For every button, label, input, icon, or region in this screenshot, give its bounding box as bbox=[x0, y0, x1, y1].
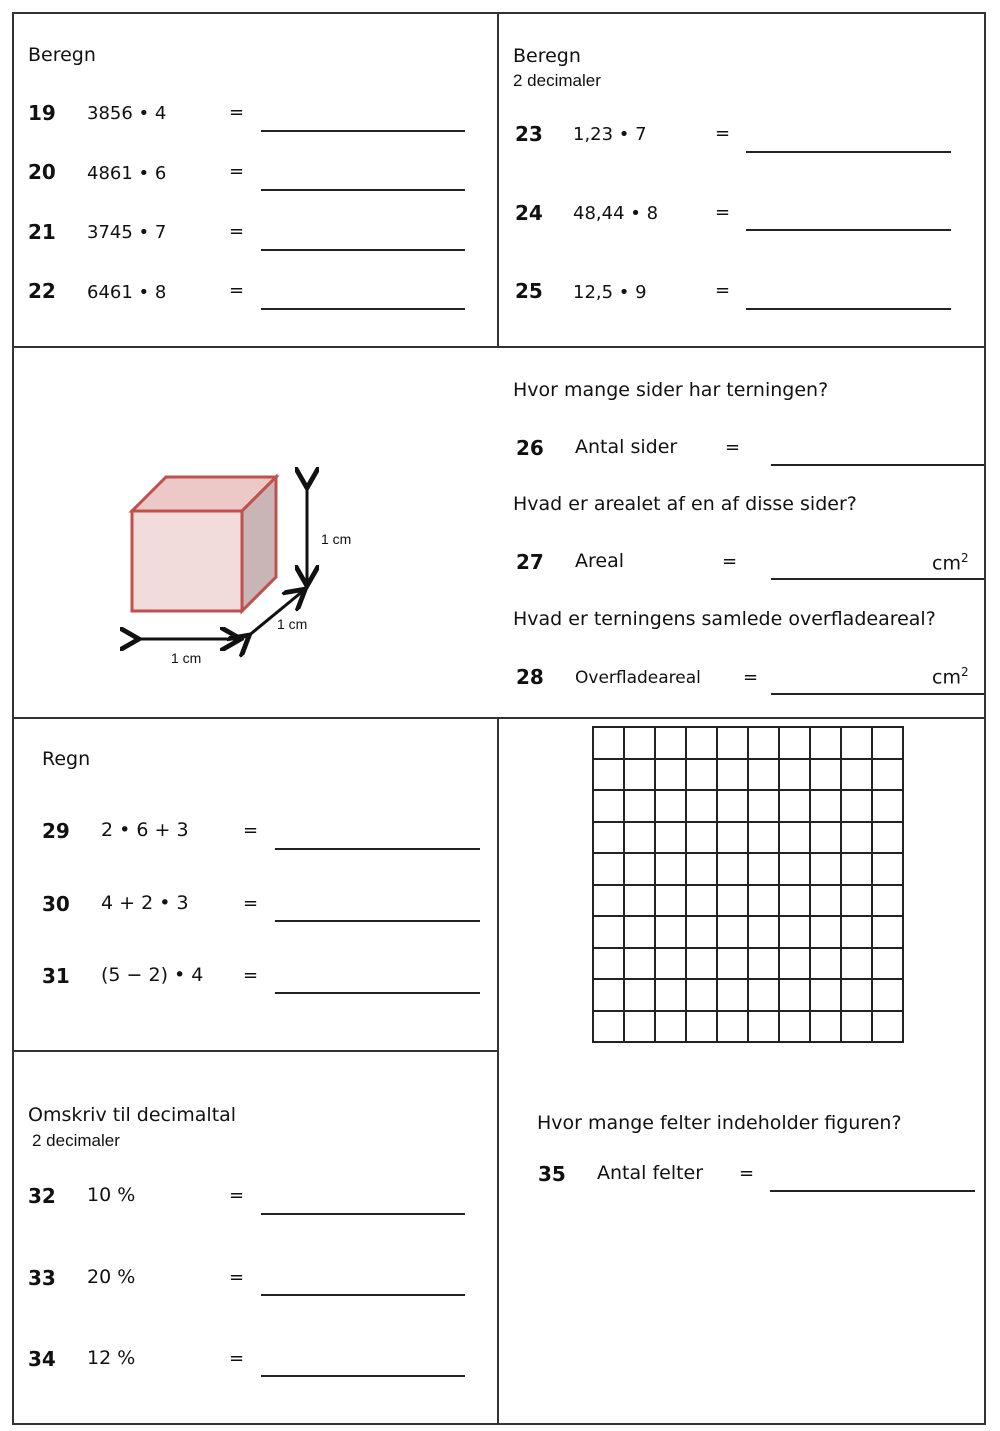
grid-cell bbox=[873, 760, 904, 792]
grid-cell bbox=[780, 949, 811, 981]
problem-number: 22 bbox=[28, 279, 56, 303]
grid-cell bbox=[842, 760, 873, 792]
grid-cell bbox=[687, 823, 718, 855]
grid-cell bbox=[594, 854, 625, 886]
grid-cell bbox=[780, 728, 811, 760]
unit-cm2 bbox=[932, 665, 969, 688]
grid-cell bbox=[656, 823, 687, 855]
grid-question: Hvor mange felter indeholder figuren? bbox=[537, 1112, 902, 1134]
grid-cell bbox=[780, 1012, 811, 1044]
grid-cell bbox=[780, 854, 811, 886]
regn-heading: Regn bbox=[42, 748, 91, 770]
grid-cell bbox=[842, 854, 873, 886]
grid-cell bbox=[749, 728, 780, 760]
problem-number: 25 bbox=[515, 279, 543, 303]
problem-expression: 48,44 • 8 bbox=[573, 203, 659, 224]
equals-sign: = bbox=[243, 893, 259, 914]
grid-cell bbox=[656, 980, 687, 1012]
grid-cell bbox=[749, 760, 780, 792]
grid-cell bbox=[718, 728, 749, 760]
question-sides: Hvor mange sider har terningen? bbox=[513, 379, 829, 401]
unit-text: cm bbox=[932, 552, 961, 575]
grid-cell bbox=[749, 1012, 780, 1044]
problem-number: 21 bbox=[28, 220, 56, 244]
cube-figure bbox=[120, 465, 380, 680]
beregn-right-subheading: 2 decimaler bbox=[513, 71, 601, 90]
grid-cell bbox=[811, 886, 842, 918]
grid-cell bbox=[749, 917, 780, 949]
problem-expression: 4 + 2 • 3 bbox=[101, 892, 189, 914]
grid-cell bbox=[687, 854, 718, 886]
equals-sign: = bbox=[229, 161, 245, 182]
problem-label: Antal sider bbox=[575, 436, 678, 458]
unit-exponent: 2 bbox=[960, 551, 969, 565]
grid-cell bbox=[842, 917, 873, 949]
problem-expression: 12,5 • 9 bbox=[573, 282, 647, 303]
grid-cell bbox=[811, 823, 842, 855]
grid-cell bbox=[842, 823, 873, 855]
grid-cell bbox=[873, 791, 904, 823]
answer-30-input[interactable] bbox=[275, 898, 480, 922]
problem-number: 27 bbox=[516, 550, 544, 574]
omskriv-heading: Omskriv til decimaltal bbox=[28, 1104, 237, 1126]
grid-cell bbox=[594, 1012, 625, 1044]
answer-19-input[interactable] bbox=[261, 108, 465, 132]
unit-text: cm bbox=[932, 666, 961, 689]
equals-sign: = bbox=[243, 965, 259, 986]
problem-number: 28 bbox=[516, 665, 544, 689]
problem-number: 24 bbox=[515, 201, 543, 225]
grid-cell bbox=[594, 728, 625, 760]
problem-expression: 6461 • 8 bbox=[87, 282, 167, 303]
problem-expression: (5 − 2) • 4 bbox=[101, 964, 204, 986]
equals-sign: = bbox=[229, 1267, 245, 1288]
grid-cell bbox=[594, 823, 625, 855]
grid-cell bbox=[625, 728, 656, 760]
equals-sign: = bbox=[229, 280, 245, 301]
grid-cell bbox=[656, 917, 687, 949]
divider-row2 bbox=[12, 717, 986, 719]
equals-sign: = bbox=[715, 202, 731, 223]
grid-cell bbox=[687, 886, 718, 918]
grid-cell bbox=[687, 917, 718, 949]
grid-cell bbox=[811, 1012, 842, 1044]
grid-cell bbox=[625, 980, 656, 1012]
problem-expression: 2 • 6 + 3 bbox=[101, 819, 189, 841]
grid-cell bbox=[656, 949, 687, 981]
grid-cell bbox=[718, 823, 749, 855]
answer-20-input[interactable] bbox=[261, 167, 465, 191]
problem-number: 35 bbox=[538, 1162, 566, 1186]
equals-sign: = bbox=[743, 667, 759, 688]
problem-number: 19 bbox=[28, 101, 56, 125]
grid-cell bbox=[687, 980, 718, 1012]
answer-23-input[interactable] bbox=[746, 129, 951, 153]
equals-sign: = bbox=[229, 1185, 245, 1206]
grid-cell bbox=[749, 980, 780, 1012]
problem-expression: 3745 • 7 bbox=[87, 222, 167, 243]
equals-sign: = bbox=[229, 1348, 245, 1369]
problem-number: 33 bbox=[28, 1266, 56, 1290]
grid-cell bbox=[873, 728, 904, 760]
problem-number: 32 bbox=[28, 1184, 56, 1208]
grid-cell bbox=[625, 791, 656, 823]
unit-cm2 bbox=[932, 551, 969, 574]
grid-cell bbox=[656, 760, 687, 792]
grid-cell bbox=[687, 949, 718, 981]
grid-cell bbox=[625, 823, 656, 855]
grid-cell bbox=[780, 917, 811, 949]
grid-cell bbox=[780, 760, 811, 792]
grid-cell bbox=[656, 1012, 687, 1044]
answer-26-input[interactable] bbox=[771, 442, 984, 466]
square-grid bbox=[592, 726, 904, 1043]
grid-cell bbox=[811, 728, 842, 760]
grid-cell bbox=[780, 791, 811, 823]
grid-cell bbox=[594, 917, 625, 949]
problem-expression: 12 % bbox=[87, 1347, 136, 1369]
grid-cell bbox=[873, 949, 904, 981]
grid-cell bbox=[873, 980, 904, 1012]
grid-cell bbox=[842, 791, 873, 823]
answer-34-input[interactable] bbox=[261, 1353, 465, 1377]
problem-number: 26 bbox=[516, 436, 544, 460]
height-label: 1 cm bbox=[321, 531, 352, 547]
grid-cell bbox=[625, 949, 656, 981]
grid-cell bbox=[625, 886, 656, 918]
answer-21-input[interactable] bbox=[261, 227, 465, 251]
grid-cell bbox=[687, 1012, 718, 1044]
equals-sign: = bbox=[739, 1163, 755, 1184]
grid-cell bbox=[749, 949, 780, 981]
grid-cell bbox=[842, 949, 873, 981]
grid-cell bbox=[780, 886, 811, 918]
problem-label: Overfladeareal bbox=[575, 668, 701, 688]
grid-cell bbox=[718, 1012, 749, 1044]
equals-sign: = bbox=[229, 102, 245, 123]
problem-expression: 4861 • 6 bbox=[87, 163, 167, 184]
problem-number: 29 bbox=[42, 819, 70, 843]
grid-cell bbox=[625, 854, 656, 886]
grid-cell bbox=[718, 854, 749, 886]
divider-bottom-vertical bbox=[497, 717, 499, 1425]
problem-number: 34 bbox=[28, 1347, 56, 1371]
grid-cell bbox=[656, 886, 687, 918]
problem-expression: 1,23 • 7 bbox=[573, 124, 647, 145]
beregn-right-heading: Beregn bbox=[513, 45, 581, 67]
answer-31-input[interactable] bbox=[275, 970, 480, 994]
grid-cell bbox=[811, 980, 842, 1012]
grid-cell bbox=[718, 760, 749, 792]
grid-cell bbox=[749, 823, 780, 855]
grid-cell bbox=[873, 917, 904, 949]
problem-expression: 3856 • 4 bbox=[87, 103, 167, 124]
grid-cell bbox=[687, 760, 718, 792]
equals-sign: = bbox=[725, 437, 741, 458]
grid-cell bbox=[811, 791, 842, 823]
problem-label: Antal felter bbox=[597, 1162, 704, 1184]
problem-label: Areal bbox=[575, 550, 625, 572]
problem-number: 30 bbox=[42, 892, 70, 916]
equals-sign: = bbox=[229, 221, 245, 242]
grid-cell bbox=[718, 949, 749, 981]
grid-cell bbox=[842, 728, 873, 760]
grid-cell bbox=[811, 854, 842, 886]
grid-cell bbox=[625, 917, 656, 949]
question-surface: Hvad er terningens samlede overfladeareal? bbox=[513, 608, 936, 630]
answer-33-input[interactable] bbox=[261, 1272, 465, 1296]
divider-left-row3 bbox=[12, 1050, 499, 1052]
grid-cell bbox=[594, 886, 625, 918]
equals-sign: = bbox=[715, 123, 731, 144]
problem-number: 23 bbox=[515, 122, 543, 146]
grid-cell bbox=[625, 760, 656, 792]
grid-cell bbox=[873, 886, 904, 918]
grid-cell bbox=[718, 917, 749, 949]
grid-cell bbox=[749, 854, 780, 886]
grid-cell bbox=[780, 980, 811, 1012]
cube-front-face bbox=[132, 511, 242, 611]
omskriv-subheading: 2 decimaler bbox=[32, 1131, 120, 1150]
grid-cell bbox=[718, 886, 749, 918]
answer-32-input[interactable] bbox=[261, 1191, 465, 1215]
answer-24-input[interactable] bbox=[746, 207, 951, 231]
question-area: Hvad er arealet af en af disse sider? bbox=[513, 493, 857, 515]
unit-exponent: 2 bbox=[960, 665, 969, 679]
grid-cell bbox=[811, 760, 842, 792]
equals-sign: = bbox=[722, 551, 738, 572]
problem-number: 31 bbox=[42, 964, 70, 988]
grid-cell bbox=[749, 791, 780, 823]
problem-number: 20 bbox=[28, 160, 56, 184]
beregn-left-heading: Beregn bbox=[28, 44, 96, 66]
grid-cell bbox=[873, 1012, 904, 1044]
problem-expression: 20 % bbox=[87, 1266, 136, 1288]
grid-cell bbox=[594, 791, 625, 823]
grid-cell bbox=[718, 980, 749, 1012]
grid-cell bbox=[811, 949, 842, 981]
answer-35-input[interactable] bbox=[770, 1168, 975, 1192]
grid-cell bbox=[749, 886, 780, 918]
grid-cell bbox=[594, 949, 625, 981]
answer-22-input[interactable] bbox=[261, 286, 465, 310]
width-label: 1 cm bbox=[171, 650, 202, 666]
grid-cell bbox=[811, 917, 842, 949]
grid-cell bbox=[718, 791, 749, 823]
grid-cell bbox=[873, 854, 904, 886]
grid-cell bbox=[656, 791, 687, 823]
grid-cell bbox=[842, 1012, 873, 1044]
grid-cell bbox=[594, 980, 625, 1012]
grid-cell bbox=[687, 728, 718, 760]
grid-cell bbox=[687, 791, 718, 823]
answer-25-input[interactable] bbox=[746, 286, 951, 310]
grid-cell bbox=[780, 823, 811, 855]
problem-expression: 10 % bbox=[87, 1184, 136, 1206]
divider-top-vertical bbox=[497, 12, 499, 348]
grid-cell bbox=[625, 1012, 656, 1044]
depth-label: 1 cm bbox=[277, 616, 308, 632]
grid-cell bbox=[873, 823, 904, 855]
grid-cell bbox=[656, 728, 687, 760]
grid-figure bbox=[592, 726, 904, 1043]
divider-row1 bbox=[12, 346, 986, 348]
grid-cell bbox=[842, 980, 873, 1012]
grid-cell bbox=[594, 760, 625, 792]
grid-cell bbox=[656, 854, 687, 886]
answer-29-input[interactable] bbox=[275, 826, 480, 850]
equals-sign: = bbox=[243, 820, 259, 841]
grid-cell bbox=[842, 886, 873, 918]
equals-sign: = bbox=[715, 280, 731, 301]
